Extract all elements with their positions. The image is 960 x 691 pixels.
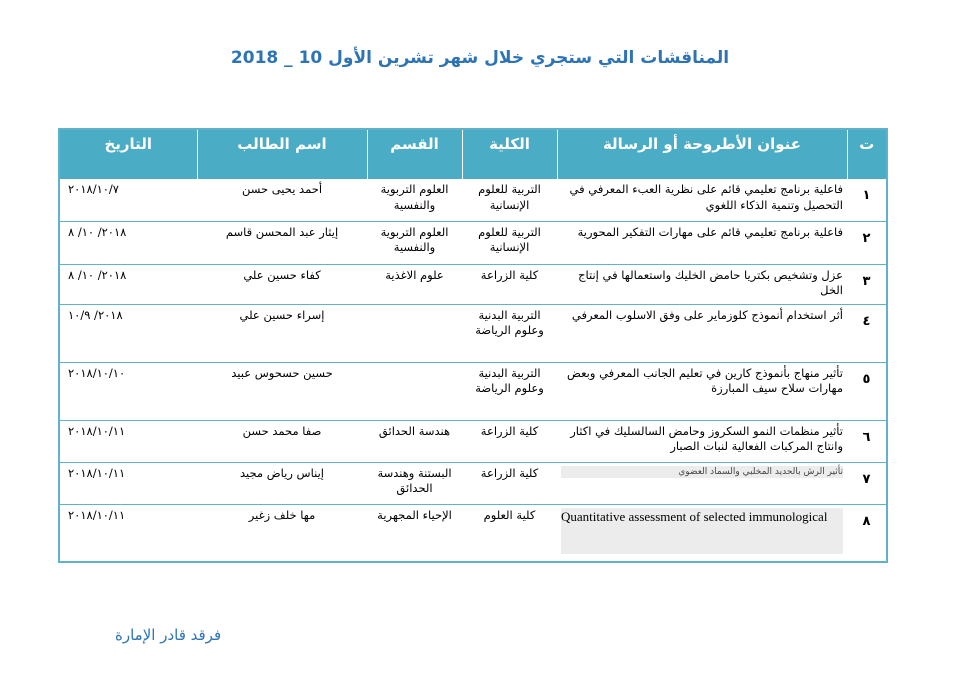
discussions-table (58, 128, 888, 563)
row-title: تأثير الرش بالحديد المخلبي والسماد العضوي (561, 466, 843, 478)
row-dept: البستنة وهندسة الحدائق (367, 462, 462, 504)
row-num: ٤ (847, 304, 887, 362)
row-num: ١ (847, 179, 887, 221)
row-college: التربية البدنية وعلوم الرياضة (462, 362, 557, 420)
table-row (59, 221, 887, 264)
row-student: حسين حسحوس عبيد (197, 362, 367, 420)
header-student: اسم الطالب (197, 129, 367, 179)
row-dept: الإحياء المجهرية (367, 504, 462, 562)
row-date: ٢٠١٨/١٠/١١ (59, 462, 197, 504)
table-row (59, 264, 887, 304)
row-num: ٧ (847, 462, 887, 504)
table-row (59, 304, 887, 362)
header-dept: القسم (367, 129, 462, 179)
row-date: ٢٠١٨/١٠/١١ (59, 420, 197, 462)
row-college: التربية للعلوم الإنسانية (462, 179, 557, 221)
signature: فرقد قادر الإمارة (115, 626, 222, 644)
row-date: ٢٠١٨/١٠/١٠ (59, 362, 197, 420)
row-student: كفاء حسين علي (197, 264, 367, 304)
row-num: ٨ (847, 504, 887, 562)
row-college: كلية الزراعة (462, 420, 557, 462)
row-student: أحمد يحيى حسن (197, 179, 367, 221)
row-num: ٥ (847, 362, 887, 420)
row-student: إسراء حسين علي (197, 304, 367, 362)
row-dept: العلوم التربوية والنفسية (367, 179, 462, 221)
row-dept (367, 362, 462, 420)
header-college: الكلية (462, 129, 557, 179)
header-title: عنوان الأطروحة أو الرسالة (557, 129, 847, 179)
page-title: المناقشات التي ستجري خلال شهر تشرين الأول 10 _ 2018 (230, 48, 730, 68)
row-num: ٦ (847, 420, 887, 462)
table-header-row (59, 129, 887, 179)
row-dept: هندسة الحدائق (367, 420, 462, 462)
row-student: صفا محمد حسن (197, 420, 367, 462)
table-row (59, 420, 887, 462)
row-student: إيناس رياض مجيد (197, 462, 367, 504)
row-title: تأثير منهاج بأنموذج كارين في تعليم الجانب المعرفي وبعض مهارات سلاح سيف المبارزة (557, 362, 847, 420)
row-title: أثر استخدام أنموذج كلوزماير على وفق الاسلوب المعرفي (557, 304, 847, 362)
row-title: Quantitative assessment of selected immunological (561, 508, 843, 554)
row-college: التربية للعلوم الإنسانية (462, 221, 557, 264)
row-title: تأثير منظمات النمو السكروز وحامض السالسليك في اكثار وانتاج المركبات الفعالية لنبات الصبار (557, 420, 847, 462)
row-college: كلية الزراعة (462, 264, 557, 304)
row-college: كلية العلوم (462, 504, 557, 562)
header-date: التاريخ (59, 129, 197, 179)
row-dept (367, 304, 462, 362)
row-dept: علوم الاغذية (367, 264, 462, 304)
row-college: كلية الزراعة (462, 462, 557, 504)
table-row (59, 504, 887, 562)
row-date: ٢٠١٨/١٠/١١ (59, 504, 197, 562)
row-student: مها خلف زغير (197, 504, 367, 562)
header-num: ت (847, 129, 887, 179)
row-title: فاعلية برنامج تعليمي قائم على مهارات التفكير المحورية (557, 221, 847, 264)
row-num: ٣ (847, 264, 887, 304)
row-date: ٢٠١٨/ ١٠/ ٨ (59, 221, 197, 264)
row-num: ٢ (847, 221, 887, 264)
row-date: ٢٠١٨/ ١٠/٩ (59, 304, 197, 362)
row-date: ٢٠١٨/١٠/٧ (59, 179, 197, 221)
row-college: التربية البدنية وعلوم الرياضة (462, 304, 557, 362)
row-date: ٢٠١٨/ ١٠/ ٨ (59, 264, 197, 304)
row-title: عزل وتشخيص بكتريا حامض الخليك واستعمالها في إنتاج الخل (557, 264, 847, 304)
row-dept: العلوم التربوية والنفسية (367, 221, 462, 264)
table-row (59, 179, 887, 221)
table-row (59, 462, 887, 504)
row-title: فاعلية برنامج تعليمي قائم على نظرية العبء المعرفي في التحصيل وتنمية الذكاء اللغوي (557, 179, 847, 221)
row-student: إيثار عبد المحسن قاسم (197, 221, 367, 264)
table-row (59, 362, 887, 420)
